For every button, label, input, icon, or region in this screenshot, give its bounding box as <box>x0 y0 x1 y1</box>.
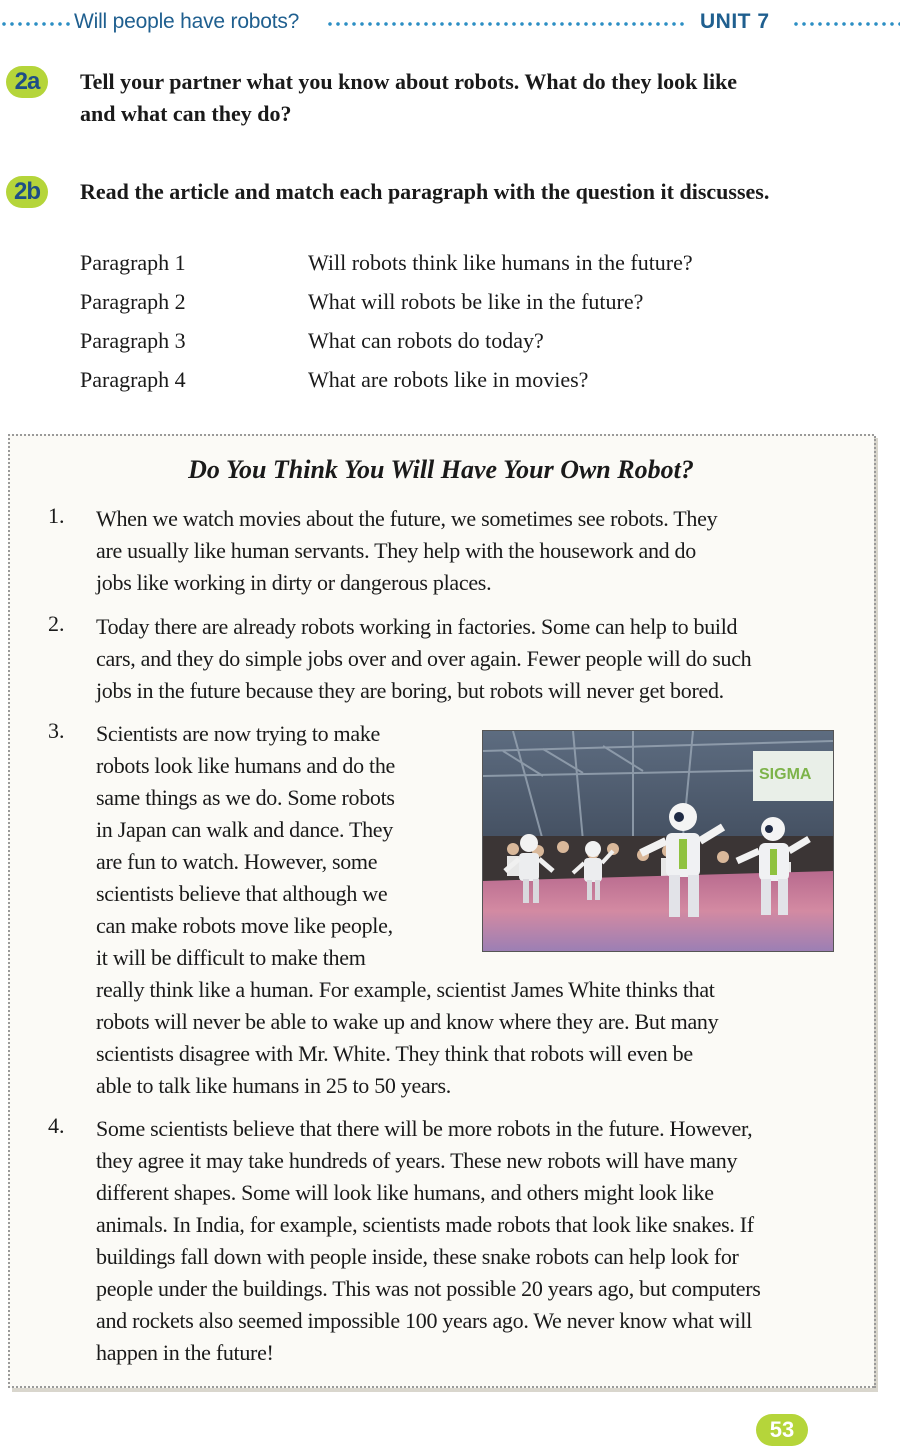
matching-paragraph: Paragraph 1 <box>80 250 186 275</box>
paragraph-line: are usually like human servants. They help with the housework and do <box>96 538 696 563</box>
paragraph-line: people under the buildings. This was not possible 20 years ago, but computers <box>96 1276 761 1301</box>
photo-sign-text: SIGMA <box>759 766 812 783</box>
paragraph-number: 3. <box>48 718 65 743</box>
paragraph-line: cars, and they do simple jobs over and over again. Fewer people will do such <box>96 646 752 671</box>
paragraph-line: robots look like humans and do the <box>96 753 395 778</box>
article-paragraph-1 <box>96 503 717 599</box>
task-2a-line: Tell your partner what you know about robots. What do they look like <box>80 69 738 94</box>
task-2b-badge: 2b <box>6 176 48 208</box>
paragraph-line: it will be difficult to make them <box>96 945 366 970</box>
paragraph-line: are fun to watch. However, some <box>96 849 378 874</box>
paragraph-number: 1. <box>48 503 65 528</box>
paragraph-line: When we watch movies about the future, we sometimes see robots. They <box>96 506 718 531</box>
task-2a-badge: 2a <box>6 66 48 98</box>
page-number: 53 <box>756 1414 808 1446</box>
header-unit: UNIT 7 <box>700 10 770 33</box>
paragraph-line: robots will never be able to wake up and know where they are. But many <box>96 1009 719 1034</box>
task-2a-line: and what can they do? <box>80 101 292 126</box>
matching-question: What will robots be like in the future? <box>308 289 644 314</box>
paragraph-line: they agree it may take hundreds of years. These new robots will have many <box>96 1148 738 1173</box>
paragraph-line: jobs in the future because they are boring, but robots will never get bored. <box>96 678 724 703</box>
matching-paragraph: Paragraph 4 <box>80 367 186 392</box>
paragraph-line: Today there are already robots working in factories. Some can help to build <box>96 614 738 639</box>
header-dots-middle <box>326 21 688 27</box>
paragraph-line: scientists disagree with Mr. White. They think that robots will even be <box>96 1041 693 1066</box>
matching-row <box>0 367 902 403</box>
paragraph-line: different shapes. Some will look like humans, and others might look like <box>96 1180 714 1205</box>
matching-row <box>0 250 902 286</box>
paragraph-line: scientists believe that although we <box>96 881 388 906</box>
header-dots-right <box>792 21 900 27</box>
paragraph-line: in Japan can walk and dance. They <box>96 817 393 842</box>
paragraph-line: jobs like working in dirty or dangerous places. <box>96 570 492 595</box>
paragraph-number: 4. <box>48 1113 65 1138</box>
paragraph-line: buildings fall down with people inside, these snake robots can help look for <box>96 1244 739 1269</box>
paragraph-line: Scientists are now trying to make <box>96 721 380 746</box>
paragraph-line: happen in the future! <box>96 1340 274 1365</box>
paragraph-line: and rockets also seemed impossible 100 years ago. We never know what will <box>96 1308 752 1333</box>
paragraph-line: able to talk like humans in 25 to 50 years. <box>96 1073 451 1098</box>
task-2b-instruction: Read the article and match each paragraph with the question it discusses. <box>80 179 770 204</box>
matching-question: Will robots think like humans in the future? <box>308 250 693 275</box>
paragraph-line: animals. In India, for example, scientists made robots that look like snakes. If <box>96 1212 754 1237</box>
article-title: Do You Think You Will Have Your Own Robot? <box>188 455 694 484</box>
matching-question: What can robots do today? <box>308 328 544 353</box>
matching-question: What are robots like in movies? <box>308 367 589 392</box>
header-dots-left <box>0 21 70 27</box>
paragraph-line: Some scientists believe that there will be more robots in the future. However, <box>96 1116 753 1141</box>
matching-paragraph: Paragraph 2 <box>80 289 186 314</box>
robots-illustration <box>483 731 833 951</box>
matching-paragraph: Paragraph 3 <box>80 328 186 353</box>
article-paragraph-2 <box>96 611 751 707</box>
article-box-bottom-border <box>8 1386 874 1388</box>
matching-row <box>0 328 902 364</box>
paragraph-line: same things as we do. Some robots <box>96 785 395 810</box>
paragraph-line: really think like a human. For example, scientist James White thinks that <box>96 977 715 1002</box>
paragraph-number: 2. <box>48 611 65 636</box>
robots-dancing-photo <box>482 730 834 952</box>
article-paragraph-4 <box>96 1113 761 1369</box>
task-2a-instruction <box>80 66 737 130</box>
header-title: Will people have robots? <box>74 10 300 33</box>
matching-row <box>0 289 902 325</box>
paragraph-line: can make robots move like people, <box>96 913 393 938</box>
page-header <box>0 8 902 40</box>
